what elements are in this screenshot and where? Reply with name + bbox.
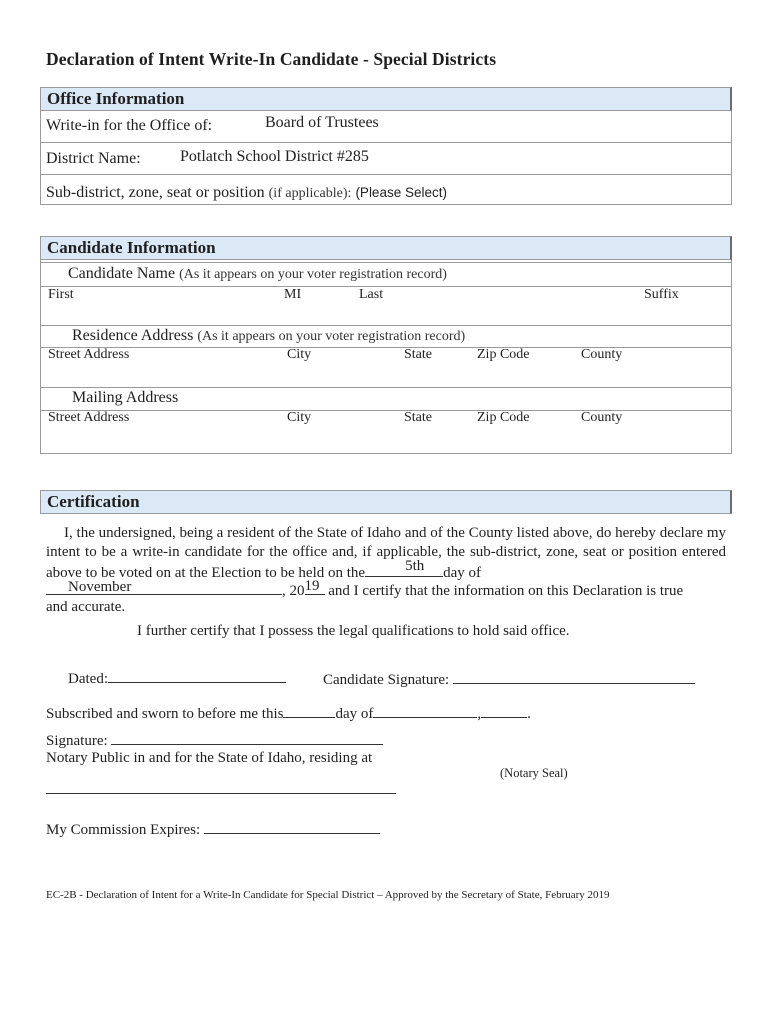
notary-seal-label: (Notary Seal) [500,766,568,780]
office-label: Write-in for the Office of: [46,117,213,134]
day-field[interactable] [365,558,443,577]
suffix-field[interactable]: Suffix [644,287,679,302]
divider [40,174,732,175]
residence-county-field[interactable]: County [581,347,623,362]
divider [40,262,732,263]
notary-residing-field[interactable] [46,793,396,794]
candidate-info-heading: Candidate Information [40,236,732,260]
subdistrict-select[interactable]: (Please Select) [355,185,447,200]
mailing-street-field[interactable]: Street Address [48,410,130,425]
certification-line-4 [46,580,683,600]
subdistrict-note: (if applicable): [268,186,352,201]
candidate-signature-field[interactable] [453,669,695,684]
cert-text: I, the undersigned, being a resident of the State of Idaho and of the County listed above, do hereby declare my intent to be a write-in candidate for the office and, if applicable, the sub-district, zone, seat or position entered above to be voted on at the Election to be held on the [46,525,726,581]
residence-city-field[interactable]: City [287,347,312,362]
dated-field[interactable] [108,668,286,683]
commission-row [46,819,380,839]
notary-signature-field[interactable] [111,730,383,745]
residence-note: (As it appears on your voter registration record) [197,329,466,344]
qualifications-text: I further certify that I possess the legal qualifications to hold said office. [137,623,570,639]
month-value: November [68,579,132,595]
office-field[interactable]: Board of Trustees [265,114,379,131]
candidate-name-note: (As it appears on your voter registration record) [179,267,447,282]
candidate-name-label: Candidate Name [68,265,176,282]
dated-row [68,668,286,688]
certification-paragraph [46,524,726,583]
notary-signature-row [46,730,383,750]
cert-text: and I certify that the information on this Declaration is true [328,583,684,599]
office-info-heading: Office Information [40,87,732,111]
divider [40,325,732,326]
cert-text: day of [443,565,481,581]
certification-heading: Certification [40,490,732,514]
candidate-name-row [68,265,447,283]
mi-field[interactable]: MI [284,287,302,302]
sworn-text: day of [335,706,374,722]
candidate-signature-label: Candidate Signature: [323,672,450,688]
sworn-text: Subscribed and sworn to before me this [46,706,284,722]
page-title: Declaration of Intent Write-In Candidate - Special Districts [46,49,497,69]
notary-signature-label: Signature: [46,733,108,749]
signature-row [323,669,695,689]
commission-label: My Commission Expires: [46,822,201,838]
day-value: 5th [405,558,425,574]
sworn-text: . [527,706,531,722]
district-label: District Name: [46,150,141,167]
last-name-field[interactable]: Last [359,287,384,302]
mailing-zip-field[interactable]: Zip Code [477,410,530,425]
residence-label: Residence Address [72,327,194,344]
divider [40,142,732,143]
residence-zip-field[interactable]: Zip Code [477,347,530,362]
notary-public-text: Notary Public in and for the State of Idaho, residing at [46,750,373,766]
divider [40,347,732,348]
sworn-year-field[interactable] [481,703,527,718]
sworn-text: , [477,706,482,722]
divider [40,286,732,287]
divider [40,387,732,388]
year-field[interactable] [305,580,325,595]
dated-label: Dated: [68,671,108,687]
residence-state-field[interactable]: State [404,347,432,362]
sworn-row [46,703,531,723]
cert-text: and accurate. [46,599,126,615]
mailing-label: Mailing Address [72,389,179,406]
residence-street-field[interactable]: Street Address [48,347,130,362]
commission-field[interactable] [204,819,380,834]
mailing-state-field[interactable]: State [404,410,432,425]
sworn-day-field[interactable] [283,703,335,718]
divider [40,410,732,411]
district-field[interactable]: Potlatch School District #285 [180,148,369,165]
year-value: 19 [304,578,320,594]
first-name-field[interactable]: First [48,287,74,302]
subdistrict-row [46,184,447,202]
mailing-city-field[interactable]: City [287,410,312,425]
month-field[interactable] [46,580,282,595]
sworn-month-field[interactable] [373,703,477,718]
year-prefix: , 20 [282,583,305,599]
mailing-county-field[interactable]: County [581,410,623,425]
footer-text: EC-2B - Declaration of Intent for a Write-In Candidate for Special District – Approved by the Secretary of State, February 2019 [46,889,610,901]
residence-row [72,327,465,345]
subdistrict-label: Sub-district, zone, seat or position [46,184,265,201]
